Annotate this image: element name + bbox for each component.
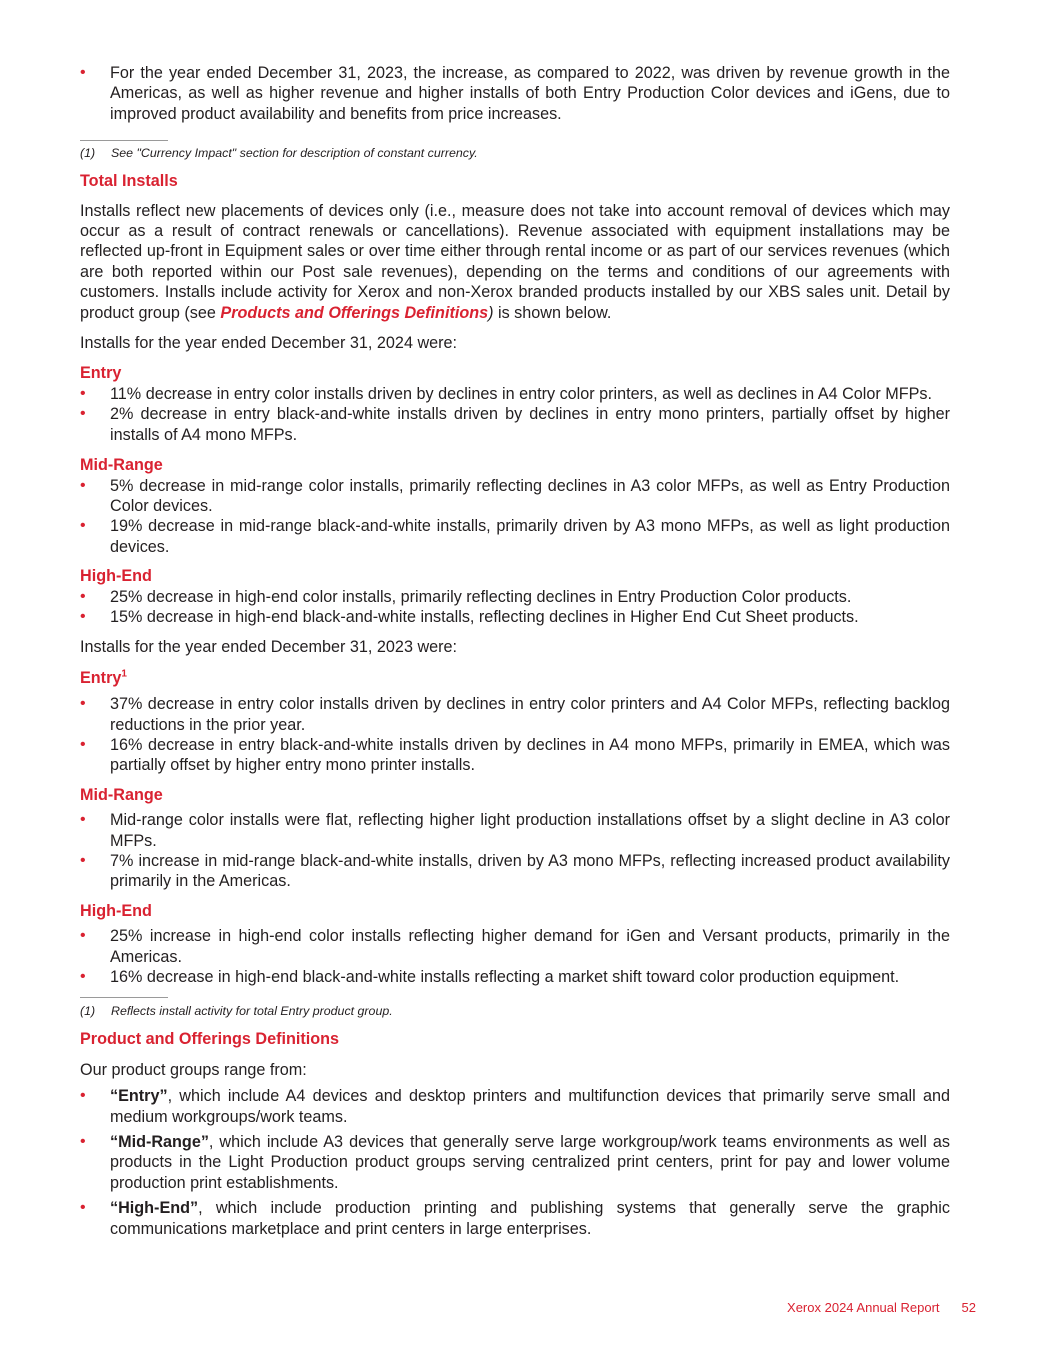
total-installs-paragraph: Installs reflect new placements of devices only (i.e., measure does not take into account removal of devices which may occur as a result of contract renewals or cancellations). Revenue associated with equipment installations may be reflected up-front in Equipment sales or over time either through rental income or as part of our services revenues (which are both reported within our Post sale revenues), depending on the terms and conditions of our agreements with customers. Installs include activity for Xerox and non-Xerox branded products installed by our XBS sales unit. Detail by product group (see Products and Offerings Definitions) is shown below. (80, 201, 950, 322)
heading-2023-entry: Entry$^1$ (80, 668, 127, 687)
installs-2024-intro: Installs for the year ended December 31, 2024 were: (80, 334, 458, 353)
bullets-2023-entry (80, 694, 950, 776)
bullet-icon: • (80, 517, 86, 535)
list-item: • “High-End”, which include production printing and publishing systems that generally serve the graphic communications marketplace and print centers in large enterprises. (80, 1199, 950, 1238)
bullet-icon: • (80, 735, 86, 753)
heading-2023-high-end: High-End (80, 901, 152, 920)
bullets-2024-high-end (80, 587, 950, 628)
footnote-currency: (1) See "Currency Impact" section for description of constant currency. (80, 146, 478, 161)
list-item: • 2% decrease in entry black-and-white installs driven by declines in entry mono printers, partially offset by higher installs of A4 mono MFPs. (80, 405, 950, 444)
bullet-icon: • (80, 1133, 86, 1151)
section-heading-definitions: Product and Offerings Definitions (80, 1030, 340, 1049)
installs-2023-intro: Installs for the year ended December 31, 2023 were: (80, 638, 458, 657)
products-definitions-link[interactable]: Products and Offerings Definitions (220, 303, 489, 322)
page-footer (787, 1298, 976, 1318)
footnote-divider (80, 997, 168, 998)
page-number: 52 (961, 1300, 976, 1315)
list-item: • 16% decrease in entry black-and-white installs driven by declines in A4 mono MFPs, primarily in EMEA, which was partially offset by higher entry mono printer installs. (80, 735, 950, 775)
bullets-2024-entry (80, 384, 950, 445)
bullet-icon: • (80, 1087, 86, 1105)
list-item: • 25% increase in high-end color installs reflecting higher demand for iGen and Versant products, primarily in the Americas. (80, 927, 950, 966)
bullet-icon: • (80, 384, 86, 402)
bullet-icon: • (80, 476, 86, 494)
list-item: • 5% decrease in mid-range color installs, primarily reflecting declines in A3 color MFPs, as well as Entry Production Color devices. (80, 476, 950, 515)
list-item: • 15% decrease in high-end black-and-white installs, reflecting declines in Higher End Cut Sheet products. (80, 607, 859, 626)
bullets-2023-mid-range (80, 810, 950, 892)
bullet-icon: • (80, 64, 86, 81)
bullet-icon: • (80, 968, 86, 986)
list-item: • “Entry”, which include A4 devices and desktop printers and multifunction devices that primarily serve small and medium workgroups/work teams. (80, 1087, 950, 1126)
list-item: • 16% decrease in high-end black-and-white installs reflecting a market shift toward color production equipment. (80, 968, 900, 987)
bullet-icon: • (80, 927, 86, 945)
list-item: • 37% decrease in entry color installs driven by declines in entry color printers and A4 Color MFPs, reflecting backlog reductions in the prior year. (80, 695, 950, 734)
definitions-intro: Our product groups range from: (80, 1060, 307, 1079)
section-heading-total-installs: Total Installs (80, 172, 178, 191)
bullet-icon: • (80, 1199, 86, 1217)
bullet-icon: • (80, 405, 86, 423)
footnote-entry: (1) Reflects install activity for total Entry product group. (80, 1004, 393, 1019)
bullets-2024-mid-range (80, 476, 950, 558)
bullets-2023-high-end (80, 926, 950, 987)
footnote-divider (80, 140, 168, 141)
bullet-icon: • (80, 587, 86, 605)
top-bullet-list (80, 63, 950, 124)
heading-2024-entry: Entry (80, 364, 122, 383)
footnote-marker: 1 (121, 668, 127, 680)
list-item: • “Mid-Range”, which include A3 devices that generally serve large workgroup/work teams environments as well as products in the Light Production product groups serving centralized print centers, print for pay and lower volume production print establishments. (80, 1133, 950, 1192)
heading-2023-mid-range: Mid-Range (80, 785, 163, 804)
list-item: • Mid-range color installs were flat, reflecting higher light production installations offset by a slight decline in A3 color MFPs. (80, 811, 950, 850)
list-item: • 7% increase in mid-range black-and-white installs, driven by A3 mono MFPs, reflecting increased product availability primarily in the Americas. (80, 852, 950, 891)
bullet-icon: • (80, 811, 86, 829)
bullet-icon: • (80, 695, 86, 713)
bullet-icon: • (80, 852, 86, 869)
list-item: • 25% decrease in high-end color installs, primarily reflecting declines in Entry Production Color products. (80, 587, 852, 606)
heading-2024-high-end: High-End (80, 567, 152, 586)
definitions-list (80, 1086, 950, 1239)
list-item: • 11% decrease in entry color installs driven by declines in entry color printers, as well as declines in A4 Color MFPs. (80, 384, 933, 403)
report-title: Xerox 2024 Annual Report (787, 1300, 940, 1315)
bullet-icon: • (80, 607, 86, 625)
heading-2024-mid-range: Mid-Range (80, 456, 163, 475)
page-content (80, 63, 950, 1239)
list-item: • 19% decrease in mid-range black-and-white installs, primarily driven by A3 mono MFPs, as well as light production devices. (80, 517, 950, 556)
list-item: • For the year ended December 31, 2023, the increase, as compared to 2022, was driven by revenue growth in the Americas, as well as higher revenue and higher installs of both Entry Production Color devices and iGens, due to improved product availability and benefits from price increases. (80, 64, 950, 123)
